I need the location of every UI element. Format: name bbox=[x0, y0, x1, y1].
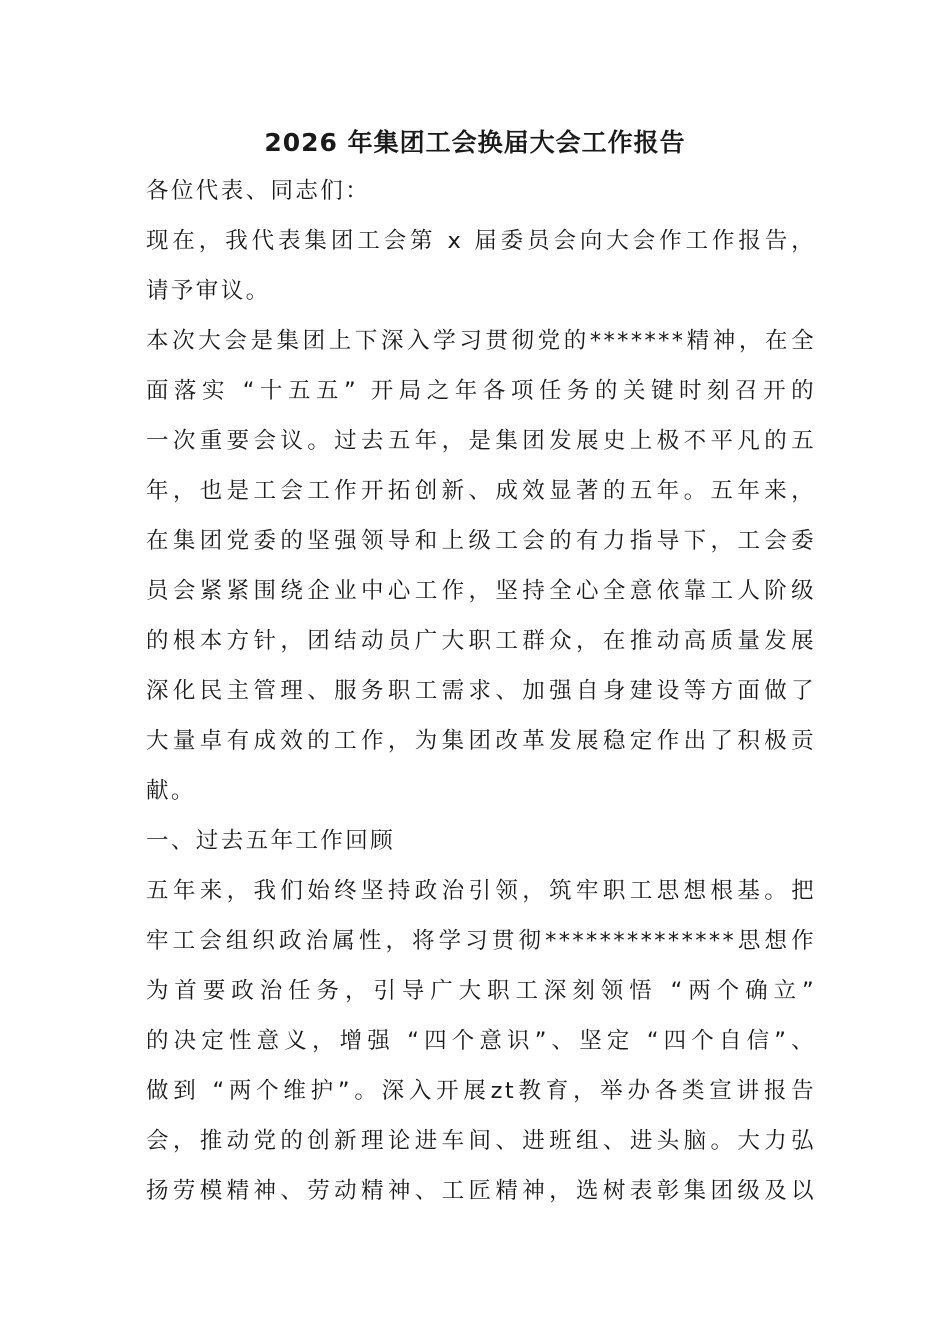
body-line: 面落实 “十五五” 开局之年各项任务的关键时刻召开的 bbox=[146, 378, 816, 404]
document-title: 2026 年集团工会换届大会工作报告 bbox=[264, 128, 686, 157]
body-line: 年，也是工会工作开拓创新、成效显著的五年。五年来， bbox=[146, 478, 816, 504]
body-line: 五年来，我们始终坚持政治引领，筑牢职工思想根基。把 bbox=[146, 878, 816, 904]
body-line: 请予审议。 bbox=[146, 278, 271, 304]
body-line: 员会紧紧围绕企业中心工作，坚持全心全意依靠工人阶级 bbox=[146, 578, 816, 604]
body-line: 的根本方针，团结动员广大职工群众，在推动高质量发展 bbox=[146, 628, 816, 654]
body-line: 为首要政治任务，引导广大职工深刻领悟 “两个确立” bbox=[146, 978, 816, 1004]
body-line: 会，推动党的创新理论进车间、进班组、进头脑。大力弘 bbox=[146, 1128, 816, 1154]
body-line: 现在，我代表集团工会第 x 届委员会向大会作工作报告， bbox=[146, 228, 816, 254]
body-line: 各位代表、同志们： bbox=[146, 178, 371, 204]
body-line: 献。 bbox=[146, 778, 196, 804]
body-line: 扬劳模精神、劳动精神、工匠精神，选树表彰集团级及以 bbox=[146, 1178, 816, 1204]
body-line: 大量卓有成效的工作，为集团改革发展稳定作出了积极贡 bbox=[146, 728, 816, 754]
body-line: 一、过去五年工作回顾 bbox=[146, 828, 396, 854]
body-line: 牢工会组织政治属性，将学习贯彻**************思想作 bbox=[146, 928, 816, 954]
body-line: 本次大会是集团上下深入学习贯彻党的*******精神，在全 bbox=[146, 328, 816, 354]
document-body bbox=[146, 166, 816, 1216]
body-line: 在集团党委的坚强领导和上级工会的有力指导下，工会委 bbox=[146, 528, 816, 554]
body-line: 做到 “两个维护”。深入开展zt教育，举办各类宣讲报告 bbox=[146, 1078, 816, 1104]
body-line: 的决定性意义，增强 “四个意识”、坚定 “四个自信”、 bbox=[146, 1028, 816, 1054]
body-line: 深化民主管理、服务职工需求、加强自身建设等方面做了 bbox=[146, 678, 816, 704]
body-line: 一次重要会议。过去五年，是集团发展史上极不平凡的五 bbox=[146, 428, 816, 454]
